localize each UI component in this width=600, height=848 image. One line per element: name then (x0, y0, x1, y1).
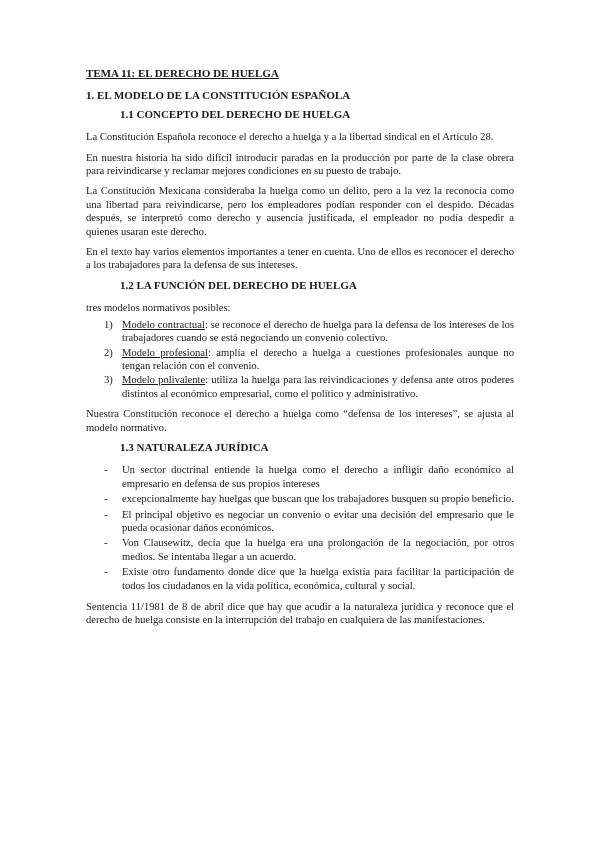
list-number: 1) (104, 319, 113, 331)
paragraph: Sentencia 11/1981 de 8 de abril dice que hay que acudir a la naturaleza jurídica y reconoce que el derecho de huelga consiste en la interrupción del trabajo en cualquiera de las manifestaciones. (86, 602, 514, 627)
paragraph: Nuestra Constitución reconoce el derecho a huelga como “defensa de los intereses”, se ajusta al modelo normativo. (86, 409, 514, 434)
dash-marker: - (104, 509, 108, 521)
list-item (86, 566, 514, 593)
model-term: Modelo contractual (122, 319, 205, 331)
subsection-heading-1-3: 1.3 NATURALEZA JURÍDICA (120, 441, 269, 454)
model-term: Modelo polivalente (122, 375, 206, 387)
dash-marker: - (104, 567, 108, 579)
paragraph: En nuestra historia ha sido difícil introducir paradas en la producción por parte de la clase obrera para reivindicarse y reclamar mejores condiciones en su puesto de trabajo. (86, 152, 514, 178)
nature-bullet-list (86, 464, 514, 593)
list-number: 3) (104, 375, 113, 387)
section-heading-1: 1. EL MODELO DE LA CONSTITUCIÓN ESPAÑOLA (86, 90, 351, 103)
list-item (86, 537, 514, 564)
document-title: TEMA 11: EL DERECHO DE HUELGA (86, 68, 279, 80)
subsection-heading-1-2: 1.2 LA FUNCIÓN DEL DERECHO DE HUELGA (120, 279, 357, 292)
model-description: : amplía el derecho a huelga a cuestiones profesionales aunque no tengan relación con el convenio. (122, 347, 514, 372)
list-item (86, 509, 514, 536)
paragraph: La Constitución Española reconoce el derecho a huelga y a la libertad sindical en el Artículo 28. (86, 132, 494, 144)
model-term: Modelo profesional (122, 347, 208, 359)
dash-marker: - (104, 538, 108, 550)
models-list (86, 319, 514, 401)
bullet-text: excepcionalmente hay huelgas que buscan que los trabajadores busquen su propio beneficio. (122, 494, 514, 506)
list-item (86, 464, 514, 491)
paragraph: En el texto hay varios elementos importantes a tener en cuenta. Uno de ellos es reconocer el derecho a los trabajadores para la defensa de sus intereses. (86, 247, 514, 272)
paragraph: La Constitución Mexicana consideraba la huelga como un delito, pero a la vez la reconocía como una libertad para reivindicarse, pero los empleadores podían responder con el despido. Décadas después, se interpretó como derecho y ausencia justificada, el empleador no podía despedir a quienes usaran este derecho. (86, 186, 514, 238)
list-number: 2) (104, 347, 113, 359)
bullet-text: Von Clausewitz, decía que la huelga era una prolongación de la negociación, por otros medios. Se intentaba llegar a un acuerdo. (122, 538, 514, 563)
dash-marker: - (104, 494, 108, 506)
model-description: : se reconoce el derecho de huelga para la defensa de los intereses de los trabajadores cuando se está negociando un convenio colectivo. (122, 319, 514, 345)
subsection-heading-1-1: 1.1 CONCEPTO DEL DERECHO DE HUELGA (120, 108, 351, 121)
list-item (86, 319, 514, 346)
dash-marker: - (104, 465, 108, 477)
list-intro: tres modelos normativos posibles: (86, 303, 231, 315)
bullet-text: Existe otro fundamento donde dice que la huelga existía para facilitar la participación de todos los ciudadanos en la vida política, económica, cultural y social. (122, 567, 514, 592)
document-page (86, 68, 514, 635)
model-description: : utiliza la huelga para las reivindicaciones y defensa ante otros poderes distintos al económico empresarial, como el político y administrativo. (122, 375, 515, 400)
list-item (86, 374, 514, 401)
list-item (86, 493, 514, 506)
list-item (86, 347, 514, 374)
bullet-text: El principal objetivo es negociar un convenio o evitar una decisión del empresario que le pueda ocasionar daños económicos. (122, 509, 514, 534)
bullet-text: Un sector doctrinal entiende la huelga como el derecho a infligir daño económico al empresario en defensa de sus propios intereses (122, 465, 514, 490)
